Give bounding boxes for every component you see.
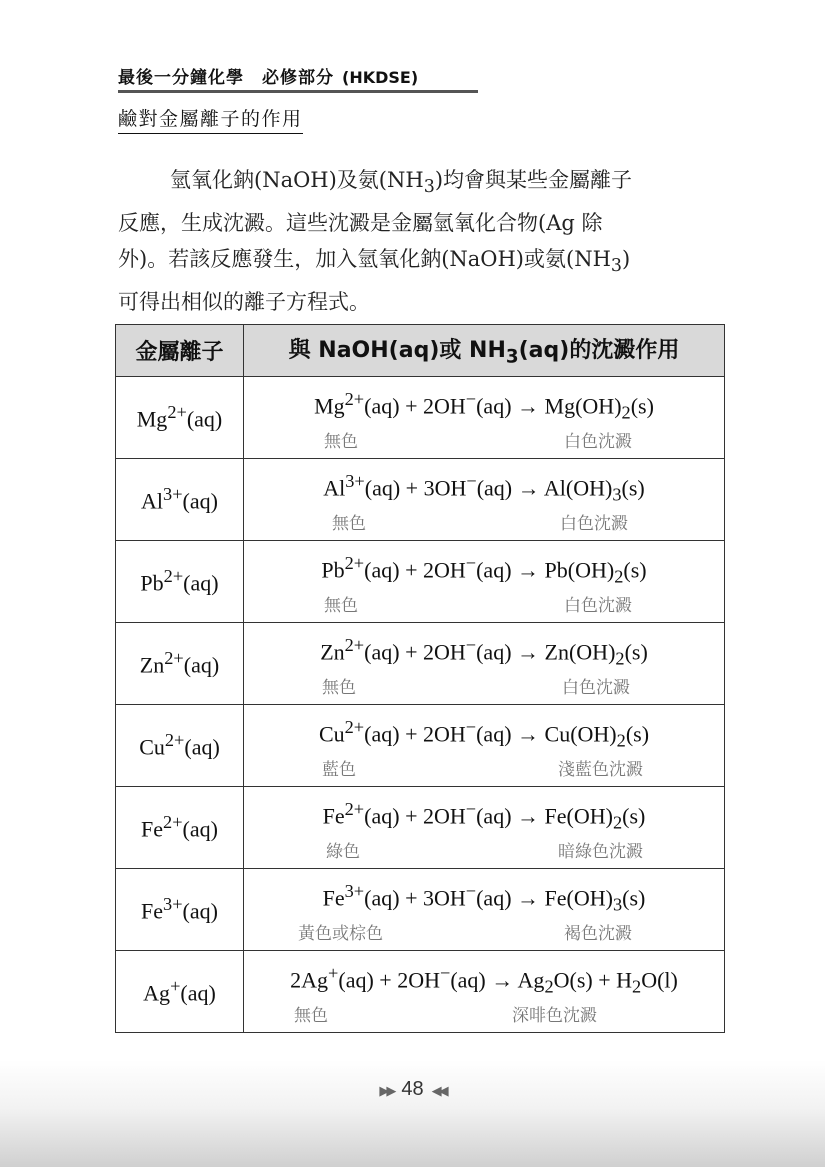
ion-symbol: Al [141, 488, 164, 514]
ionic-equation [244, 960, 724, 1000]
eq-product: (aq) → Mg(OH) [476, 392, 622, 418]
table-row [116, 377, 725, 459]
eq-reactant: Fe [322, 884, 345, 910]
eq-state: (s) [630, 392, 654, 418]
right-arrows-icon: ▶▶ [379, 1083, 394, 1098]
precipitate-colour-label: 白色沈澱 [564, 596, 632, 617]
ion-charge: 2+ [163, 566, 184, 587]
eq-charge: 2+ [344, 552, 365, 573]
eq-reactant: Fe [322, 802, 345, 828]
metal-ion-cell [116, 541, 244, 623]
metal-ion-cell [116, 787, 244, 869]
table-header-row [116, 325, 725, 377]
aq-suffix: (aq) [182, 488, 218, 514]
precipitate-colour-label: 白色沈澱 [560, 514, 628, 535]
ionic-equation [244, 550, 724, 590]
eq-middle: (aq) + 2OH [364, 638, 466, 664]
eq-subscript: 3 [612, 894, 623, 915]
precipitate-colour-label: 淺藍色沈澱 [558, 760, 643, 781]
eq-state: O(l) [641, 966, 678, 992]
reactant-colour-label: 綠色 [326, 842, 360, 863]
left-arrows-icon: ◀◀ [431, 1083, 446, 1098]
colour-labels [244, 837, 724, 863]
ionic-equation [244, 878, 724, 918]
eq-reactant: Cu [318, 720, 345, 746]
ion-symbol: Pb [140, 570, 164, 596]
equation-cell [244, 787, 725, 869]
ionic-equation [244, 714, 724, 754]
book-title: 最後一分鐘化學 必修部分 [118, 68, 334, 88]
header-metal-ion: 金屬離子 [116, 325, 244, 377]
subscript: 3 [505, 346, 519, 368]
eq-charge: 2+ [344, 634, 365, 655]
metal-ion-cell [116, 459, 244, 541]
eq-product: (aq) → Al(OH) [476, 474, 613, 500]
precipitate-colour-label: 暗綠色沈澱 [558, 842, 643, 863]
para-line3-a: 外)。若該反應發生，加入氫氧化鈉(NaOH)或氨(NH [118, 247, 611, 272]
equation-cell [244, 705, 725, 787]
reactant-colour-label: 無色 [332, 514, 366, 535]
reaction-table [115, 324, 725, 1033]
eq-middle: (aq) + 3OH [364, 884, 466, 910]
eq-subscript: 2 [616, 730, 626, 751]
table-row [116, 459, 725, 541]
eq-middle: (aq) + 2OH [364, 556, 466, 582]
eq-minus: − [465, 798, 477, 819]
eq-middle: (aq) + 2OH [364, 720, 466, 746]
eq-charge: 2+ [344, 388, 365, 409]
eq-minus: − [465, 880, 477, 901]
para-line2: 反應，生成沈澱。這些沈澱是金屬氫氧化合物(Ag 除 [118, 211, 603, 236]
metal-ion-cell [116, 705, 244, 787]
eq-product: (aq) → Fe(OH) [476, 802, 613, 828]
ion-charge: 2+ [167, 402, 187, 423]
table-body [116, 377, 725, 1033]
aq-suffix: (aq) [184, 734, 220, 760]
eq-reactant: Al [323, 474, 346, 500]
ion-symbol: Ag [143, 980, 171, 1006]
exam-code: (HKDSE) [342, 68, 419, 87]
reactant-colour-label: 無色 [324, 596, 358, 617]
eq-state: (s) [622, 884, 646, 910]
table-row [116, 951, 725, 1033]
colour-labels [244, 509, 724, 535]
colour-labels [244, 755, 724, 781]
eq-middle: (aq) + 3OH [364, 474, 467, 500]
ion-symbol: Cu [139, 734, 165, 760]
eq-product: (aq) → Fe(OH) [476, 884, 613, 910]
ionic-equation [244, 796, 724, 836]
para-line3-b: ) [622, 247, 631, 272]
table-row [116, 623, 725, 705]
book-header [118, 63, 478, 93]
reactant-colour-label: 黃色或棕色 [298, 924, 383, 945]
eq-charge: + [328, 962, 339, 983]
eq-state: (s) [623, 556, 647, 582]
eq-minus: − [440, 962, 451, 983]
header-text-b: (aq)的沈澱作用 [518, 338, 680, 364]
ion-symbol: Zn [139, 652, 165, 678]
eq-minus: − [466, 470, 477, 491]
eq-reactant: Mg [314, 392, 345, 418]
metal-ion-cell [116, 623, 244, 705]
eq-state: (s) [622, 802, 646, 828]
ion-charge: 2+ [164, 648, 184, 669]
ion-symbol: Fe [141, 898, 164, 924]
eq-state: (s) [621, 474, 645, 500]
eq-middle: (aq) + 2OH [338, 966, 440, 992]
eq-minus: − [465, 388, 477, 409]
precipitate-colour-label: 白色沈澱 [564, 432, 632, 453]
eq-minus: − [465, 716, 477, 737]
equation-cell [244, 869, 725, 951]
eq-product: (aq) → Cu(OH) [476, 720, 617, 746]
subscript: 3 [423, 177, 435, 198]
eq-subscript: 2 [621, 402, 631, 423]
page-number-text: 48 [401, 1078, 424, 1100]
eq-state: (s) [625, 720, 650, 746]
eq-charge: 3+ [345, 470, 365, 491]
page-number [0, 1078, 825, 1101]
eq-minus: − [465, 552, 477, 573]
metal-ion-cell [116, 377, 244, 459]
colour-labels [244, 427, 724, 453]
ion-symbol: Mg [136, 406, 168, 432]
reactant-colour-label: 無色 [324, 432, 358, 453]
para-line1-a: 氫氧化鈉(NaOH)及氨(NH [170, 168, 424, 192]
para-line1-b: )均會與某些金屬離子 [434, 168, 633, 192]
eq-charge: 2+ [344, 798, 365, 819]
precipitate-colour-label: 白色沈澱 [562, 678, 630, 699]
colour-labels [244, 919, 724, 945]
aq-suffix: (aq) [183, 570, 219, 596]
metal-ion-cell [116, 951, 244, 1033]
table-row [116, 787, 725, 869]
aq-suffix: (aq) [186, 406, 223, 432]
equation-cell [244, 951, 725, 1033]
equation-cell [244, 459, 725, 541]
eq-subscript: 2 [614, 566, 624, 587]
aq-suffix: (aq) [182, 898, 218, 924]
eq-minus: − [465, 634, 477, 655]
colour-labels [244, 591, 724, 617]
aq-suffix: (aq) [180, 980, 216, 1006]
eq-reactant: 2Ag [290, 966, 329, 992]
ionic-equation [244, 468, 724, 508]
aq-suffix: (aq) [183, 652, 220, 678]
ion-charge: 3+ [163, 484, 183, 505]
table-row [116, 541, 725, 623]
eq-product: (aq) → Pb(OH) [476, 556, 615, 582]
eq-subscript: 2 [612, 812, 623, 833]
para-line4: 可得出相似的離子方程式。 [118, 290, 370, 315]
ion-charge: 2+ [164, 730, 185, 751]
reactant-colour-label: 無色 [322, 678, 356, 699]
table-row [116, 869, 725, 951]
table-row [116, 705, 725, 787]
equation-cell [244, 623, 725, 705]
eq-middle: (aq) + 2OH [364, 802, 466, 828]
header-precipitation [244, 325, 725, 377]
eq-product-2: O(s) + H [553, 966, 633, 992]
eq-product: (aq) → Ag [450, 966, 545, 992]
eq-state: (s) [624, 638, 648, 664]
section-title: 鹼對金屬離子的作用 [118, 104, 303, 134]
aq-suffix: (aq) [182, 816, 218, 842]
ionic-equation [244, 632, 724, 672]
ion-symbol: Fe [141, 816, 164, 842]
eq-reactant: Zn [320, 638, 345, 664]
eq-product: (aq) → Zn(OH) [476, 638, 616, 664]
ionic-equation [244, 386, 724, 426]
eq-reactant: Pb [321, 556, 345, 582]
ion-charge: 2+ [163, 812, 183, 833]
eq-subscript: 3 [612, 484, 622, 505]
eq-charge: 2+ [344, 716, 365, 737]
equation-cell [244, 377, 725, 459]
eq-subscript: 2 [632, 976, 642, 997]
precipitate-colour-label: 深啡色沈澱 [512, 1006, 597, 1027]
footer-band [0, 1060, 825, 1167]
intro-paragraph [118, 162, 708, 320]
colour-labels [244, 1001, 724, 1027]
eq-middle: (aq) + 2OH [364, 392, 466, 418]
ion-charge: 3+ [163, 894, 183, 915]
colour-labels [244, 673, 724, 699]
reactant-colour-label: 無色 [294, 1006, 328, 1027]
precipitate-colour-label: 褐色沈澱 [564, 924, 632, 945]
ion-charge: + [170, 976, 181, 997]
subscript: 3 [610, 256, 623, 277]
eq-charge: 3+ [344, 880, 365, 901]
reactant-colour-label: 藍色 [322, 760, 356, 781]
eq-subscript: 2 [615, 648, 625, 669]
metal-ion-cell [116, 869, 244, 951]
equation-cell [244, 541, 725, 623]
header-text-a: 與 NaOH(aq)或 NH [288, 338, 506, 364]
eq-subscript: 2 [544, 976, 554, 997]
